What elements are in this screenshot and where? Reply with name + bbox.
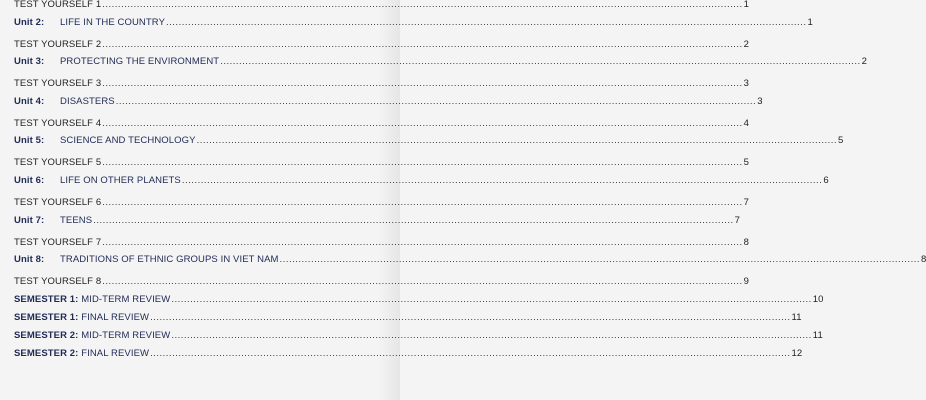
dot-leader <box>102 78 742 89</box>
dot-leader <box>102 237 742 248</box>
dot-leader <box>102 157 742 168</box>
toc-entry-test[interactable] <box>14 196 750 215</box>
page-number: 7 <box>734 214 741 226</box>
test-label: TEST YOURSELF 8 <box>14 276 102 288</box>
toc-entry-unit[interactable] <box>14 135 844 157</box>
table-of-contents <box>14 0 926 366</box>
toc-entry-test[interactable] <box>14 157 750 175</box>
dot-leader <box>102 0 742 10</box>
unit-title: TEENS <box>60 214 93 226</box>
dot-leader <box>182 175 822 186</box>
page-number: 4 <box>743 117 750 129</box>
toc-entry-semester[interactable] <box>14 347 803 366</box>
toc-entry-test[interactable] <box>14 117 750 136</box>
toc-entry-unit[interactable] <box>14 214 741 237</box>
semester-number: SEMESTER 1: <box>14 311 79 323</box>
page-number: 5 <box>838 135 844 147</box>
unit-number: Unit 7: <box>14 214 45 226</box>
unit-number: Unit 8: <box>14 254 45 266</box>
unit-title: SCIENCE AND TECHNOLOGY <box>60 135 196 147</box>
toc-entry-unit[interactable] <box>14 174 829 197</box>
dot-leader <box>197 135 837 146</box>
unit-number: Unit 4: <box>14 95 45 107</box>
page-number: 3 <box>757 95 763 107</box>
toc-entry-semester[interactable] <box>14 311 802 330</box>
unit-title: LIFE IN THE COUNTRY <box>60 16 166 28</box>
page-number: 12 <box>791 347 803 359</box>
toc-entry-test[interactable] <box>14 38 750 57</box>
page-number: 9 <box>743 276 750 288</box>
test-label: TEST YOURSELF 3 <box>14 78 102 90</box>
toc-entry-semester[interactable] <box>14 329 823 348</box>
page-number: 2 <box>861 56 868 68</box>
page-number: 8 <box>743 236 750 248</box>
page-number: 8 <box>921 254 926 266</box>
dot-leader <box>150 312 790 323</box>
test-label: TEST YOURSELF 2 <box>14 38 102 50</box>
dot-leader <box>166 17 806 28</box>
unit-number: Unit 3: <box>14 56 45 68</box>
toc-entry-test[interactable] <box>14 236 750 255</box>
page-number: 11 <box>812 329 823 341</box>
test-label: TEST YOURSELF 6 <box>14 196 102 208</box>
dot-leader <box>171 294 811 305</box>
dot-leader <box>93 215 733 226</box>
dot-leader <box>280 254 920 265</box>
page-number: 7 <box>743 196 750 208</box>
unit-number: Unit 2: <box>14 16 45 28</box>
test-label: TEST YOURSELF 4 <box>14 117 102 129</box>
toc-entry-unit[interactable] <box>14 56 868 78</box>
page-number: 11 <box>791 311 802 323</box>
dot-leader <box>220 56 860 67</box>
semester-number: SEMESTER 1: <box>14 293 79 305</box>
page-number: 5 <box>743 157 750 169</box>
unit-number: Unit 5: <box>14 135 45 147</box>
semester-title: MID-TERM REVIEW <box>81 293 171 305</box>
semester-number: SEMESTER 2: <box>14 329 79 341</box>
dot-leader <box>102 197 742 208</box>
dot-leader <box>102 39 742 50</box>
unit-title: LIFE ON OTHER PLANETS <box>60 174 181 186</box>
dot-leader <box>171 330 811 341</box>
toc-entry-semester[interactable] <box>14 293 824 312</box>
dot-leader <box>116 96 756 107</box>
dot-leader <box>150 348 790 359</box>
page-number: 1 <box>807 16 813 28</box>
page-number: 10 <box>812 293 824 305</box>
page-number: 2 <box>743 38 750 50</box>
toc-entry-test[interactable] <box>14 78 750 96</box>
test-label: TEST YOURSELF 5 <box>14 157 102 169</box>
semester-title: MID-TERM REVIEW <box>81 329 171 341</box>
toc-entry-unit[interactable] <box>14 16 813 39</box>
dot-leader <box>102 276 742 287</box>
unit-title: TRADITIONS OF ETHNIC GROUPS IN VIET NAM <box>60 254 279 266</box>
page-number: 6 <box>823 174 829 186</box>
dot-leader <box>102 118 742 129</box>
semester-title: FINAL REVIEW <box>81 311 150 323</box>
toc-entry-test[interactable] <box>14 276 750 294</box>
semester-number: SEMESTER 2: <box>14 347 79 359</box>
toc-entry-unit[interactable] <box>14 254 926 276</box>
page-number: 3 <box>743 78 750 90</box>
page-number: 1 <box>743 0 750 10</box>
test-label: TEST YOURSELF 7 <box>14 236 102 248</box>
toc-entry-test[interactable] <box>14 0 750 17</box>
unit-title: PROTECTING THE ENVIRONMENT <box>60 56 220 68</box>
test-label: TEST YOURSELF 1 <box>14 0 102 10</box>
unit-number: Unit 6: <box>14 174 45 186</box>
toc-entry-unit[interactable] <box>14 95 763 118</box>
semester-title: FINAL REVIEW <box>81 347 150 359</box>
unit-title: DISASTERS <box>60 95 115 107</box>
